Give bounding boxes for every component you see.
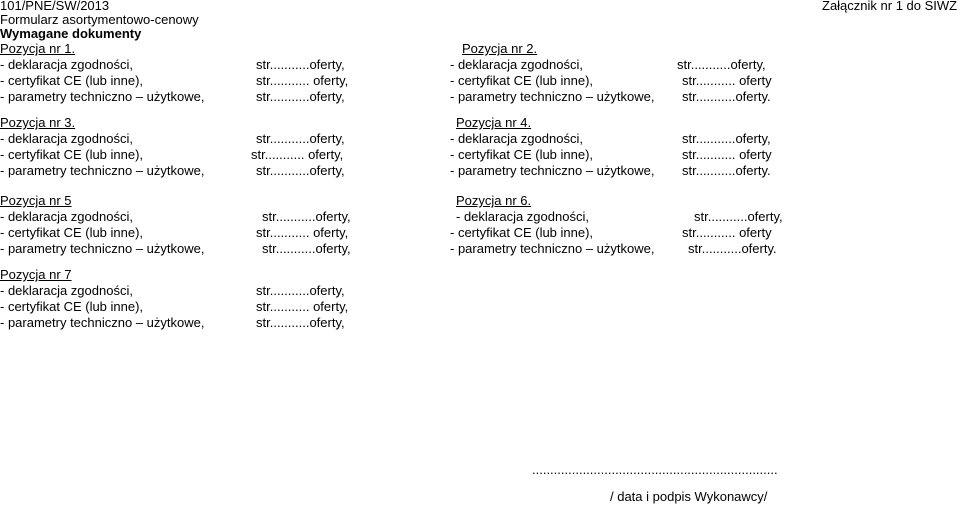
row-ref: str...........oferty,	[677, 57, 766, 72]
signature-line: ....................................................................	[532, 462, 778, 477]
row-label: - certyfikat CE (lub inne),	[450, 225, 594, 240]
row-ref: str...........oferty.	[682, 163, 771, 178]
row-ref: str...........oferty.	[682, 89, 771, 104]
row-label: - deklaracja zgodności,	[0, 209, 133, 224]
position-title: Pozycja nr 7	[0, 267, 72, 282]
row-label: - parametry techniczno – użytkowe,	[0, 89, 205, 104]
row-ref: str........... oferty	[682, 73, 772, 88]
row-label: - certyfikat CE (lub inne),	[450, 147, 594, 162]
document-ref: 101/PNE/SW/2013	[0, 0, 110, 13]
section-title: Wymagane dokumenty	[0, 26, 142, 41]
row-ref: str........... oferty,	[256, 73, 349, 88]
row-label: - deklaracja zgodności,	[456, 209, 589, 224]
row-ref: str........... oferty,	[256, 299, 349, 314]
row-label: - parametry techniczno – użytkowe,	[0, 241, 205, 256]
form-title: Formularz asortymentowo-cenowy	[0, 12, 199, 27]
row-label: - parametry techniczno – użytkowe,	[450, 241, 655, 256]
row-ref: str...........oferty,	[682, 131, 771, 146]
row-label: - certyfikat CE (lub inne),	[0, 299, 144, 314]
row-label: - certyfikat CE (lub inne),	[0, 225, 144, 240]
row-ref: str...........oferty,	[256, 163, 345, 178]
row-label: - parametry techniczno – użytkowe,	[450, 163, 655, 178]
row-label: - certyfikat CE (lub inne),	[0, 73, 144, 88]
row-ref: str........... oferty,	[256, 225, 349, 240]
row-ref: str...........oferty,	[256, 315, 345, 330]
position-title: Pozycja nr 2.	[462, 41, 538, 56]
row-ref: str........... oferty	[682, 147, 772, 162]
signature-caption: / data i podpis Wykonawcy/	[610, 489, 768, 504]
position-title: Pozycja nr 6.	[456, 193, 532, 208]
row-label: - parametry techniczno – użytkowe,	[450, 89, 655, 104]
row-label: - deklaracja zgodności,	[0, 131, 133, 146]
position-title: Pozycja nr 3.	[0, 115, 76, 130]
attachment-label: Załącznik nr 1 do SIWZ	[822, 0, 958, 13]
row-ref: str...........oferty,	[262, 241, 351, 256]
position-title: Pozycja nr 4.	[456, 115, 532, 130]
position-title: Pozycja nr 1.	[0, 41, 76, 56]
position-title: Pozycja nr 5	[0, 193, 72, 208]
row-label: - deklaracja zgodności,	[0, 283, 133, 298]
row-label: - deklaracja zgodności,	[450, 131, 583, 146]
row-label: - deklaracja zgodności,	[0, 57, 133, 72]
row-label: - certyfikat CE (lub inne),	[0, 147, 144, 162]
row-label: - deklaracja zgodności,	[450, 57, 583, 72]
row-label: - parametry techniczno – użytkowe,	[0, 163, 205, 178]
row-ref: str........... oferty,	[251, 147, 344, 162]
row-ref: str...........oferty,	[256, 89, 345, 104]
row-label: - parametry techniczno – użytkowe,	[0, 315, 205, 330]
row-ref: str...........oferty,	[256, 283, 345, 298]
row-ref: str...........oferty,	[694, 209, 783, 224]
row-ref: str...........oferty,	[256, 131, 345, 146]
row-ref: str...........oferty.	[688, 241, 777, 256]
row-ref: str...........oferty,	[256, 57, 345, 72]
row-ref: str...........oferty,	[262, 209, 351, 224]
row-label: - certyfikat CE (lub inne),	[450, 73, 594, 88]
row-ref: str........... oferty	[682, 225, 772, 240]
